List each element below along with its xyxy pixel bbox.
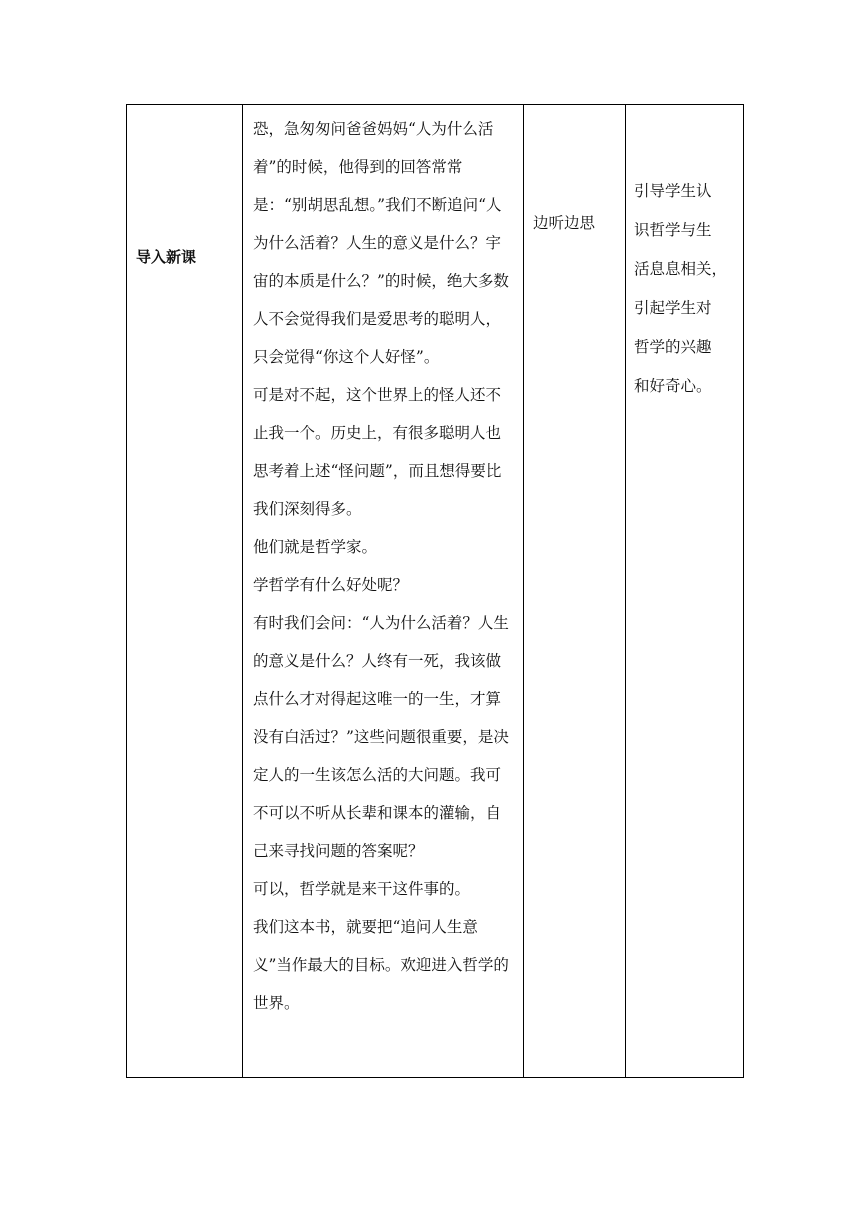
- paragraph: 他们就是哲学家。: [253, 538, 378, 556]
- paragraph: 可是对不起，这个世界上的怪人还不止我一个。历史上，有很多聪明人也思考着上述“怪问题”，而且想得要比我们深刻得多。: [253, 386, 502, 518]
- design-intent-line: 引起学生对: [634, 299, 712, 317]
- stage-label: 导入新课: [136, 248, 197, 266]
- design-intent-line: 识哲学与生: [634, 221, 712, 239]
- design-intent-line: 引导学生认: [634, 182, 712, 200]
- design-intent-line: 和好奇心。: [634, 377, 712, 395]
- paragraph: 可以，哲学就是来干这件事的。: [253, 880, 471, 898]
- paragraph: 恐，急匆匆问爸爸妈妈“人为什么活着”的时候，他得到的回答常常是：“别胡思乱想。”我们不断追问“人为什么活着？人生的意义是什么？宇宙的本质是什么？”的时候，绝大多数人不会觉得我们是爱思考的聪明人，只会觉得“你这个人好怪”。: [253, 120, 509, 366]
- design-intent-text: [634, 172, 734, 406]
- student-activity-cell: [524, 105, 626, 1078]
- teacher-activity-cell: [243, 105, 524, 1078]
- paragraph: 我们这本书，就要把“追问人生意义”当作最大的目标。欢迎进入哲学的世界。: [253, 918, 509, 1012]
- design-intent-line: 哲学的兴趣: [634, 338, 712, 356]
- student-activity-text: 边听边思: [533, 214, 596, 232]
- paragraph: 有时我们会问：“人为什么活着？人生的意义是什么？人终有一死，我该做点什么才对得起这唯一的一生，才算没有白活过？”这些问题很重要，是决定人的一生该怎么活的大问题。我可不可以不听从长辈和课本的灌输，自己来寻找问题的答案呢？: [253, 614, 509, 860]
- paragraph: 学哲学有什么好处呢？: [253, 576, 409, 594]
- design-intent-line: 活息息相关，: [634, 260, 728, 278]
